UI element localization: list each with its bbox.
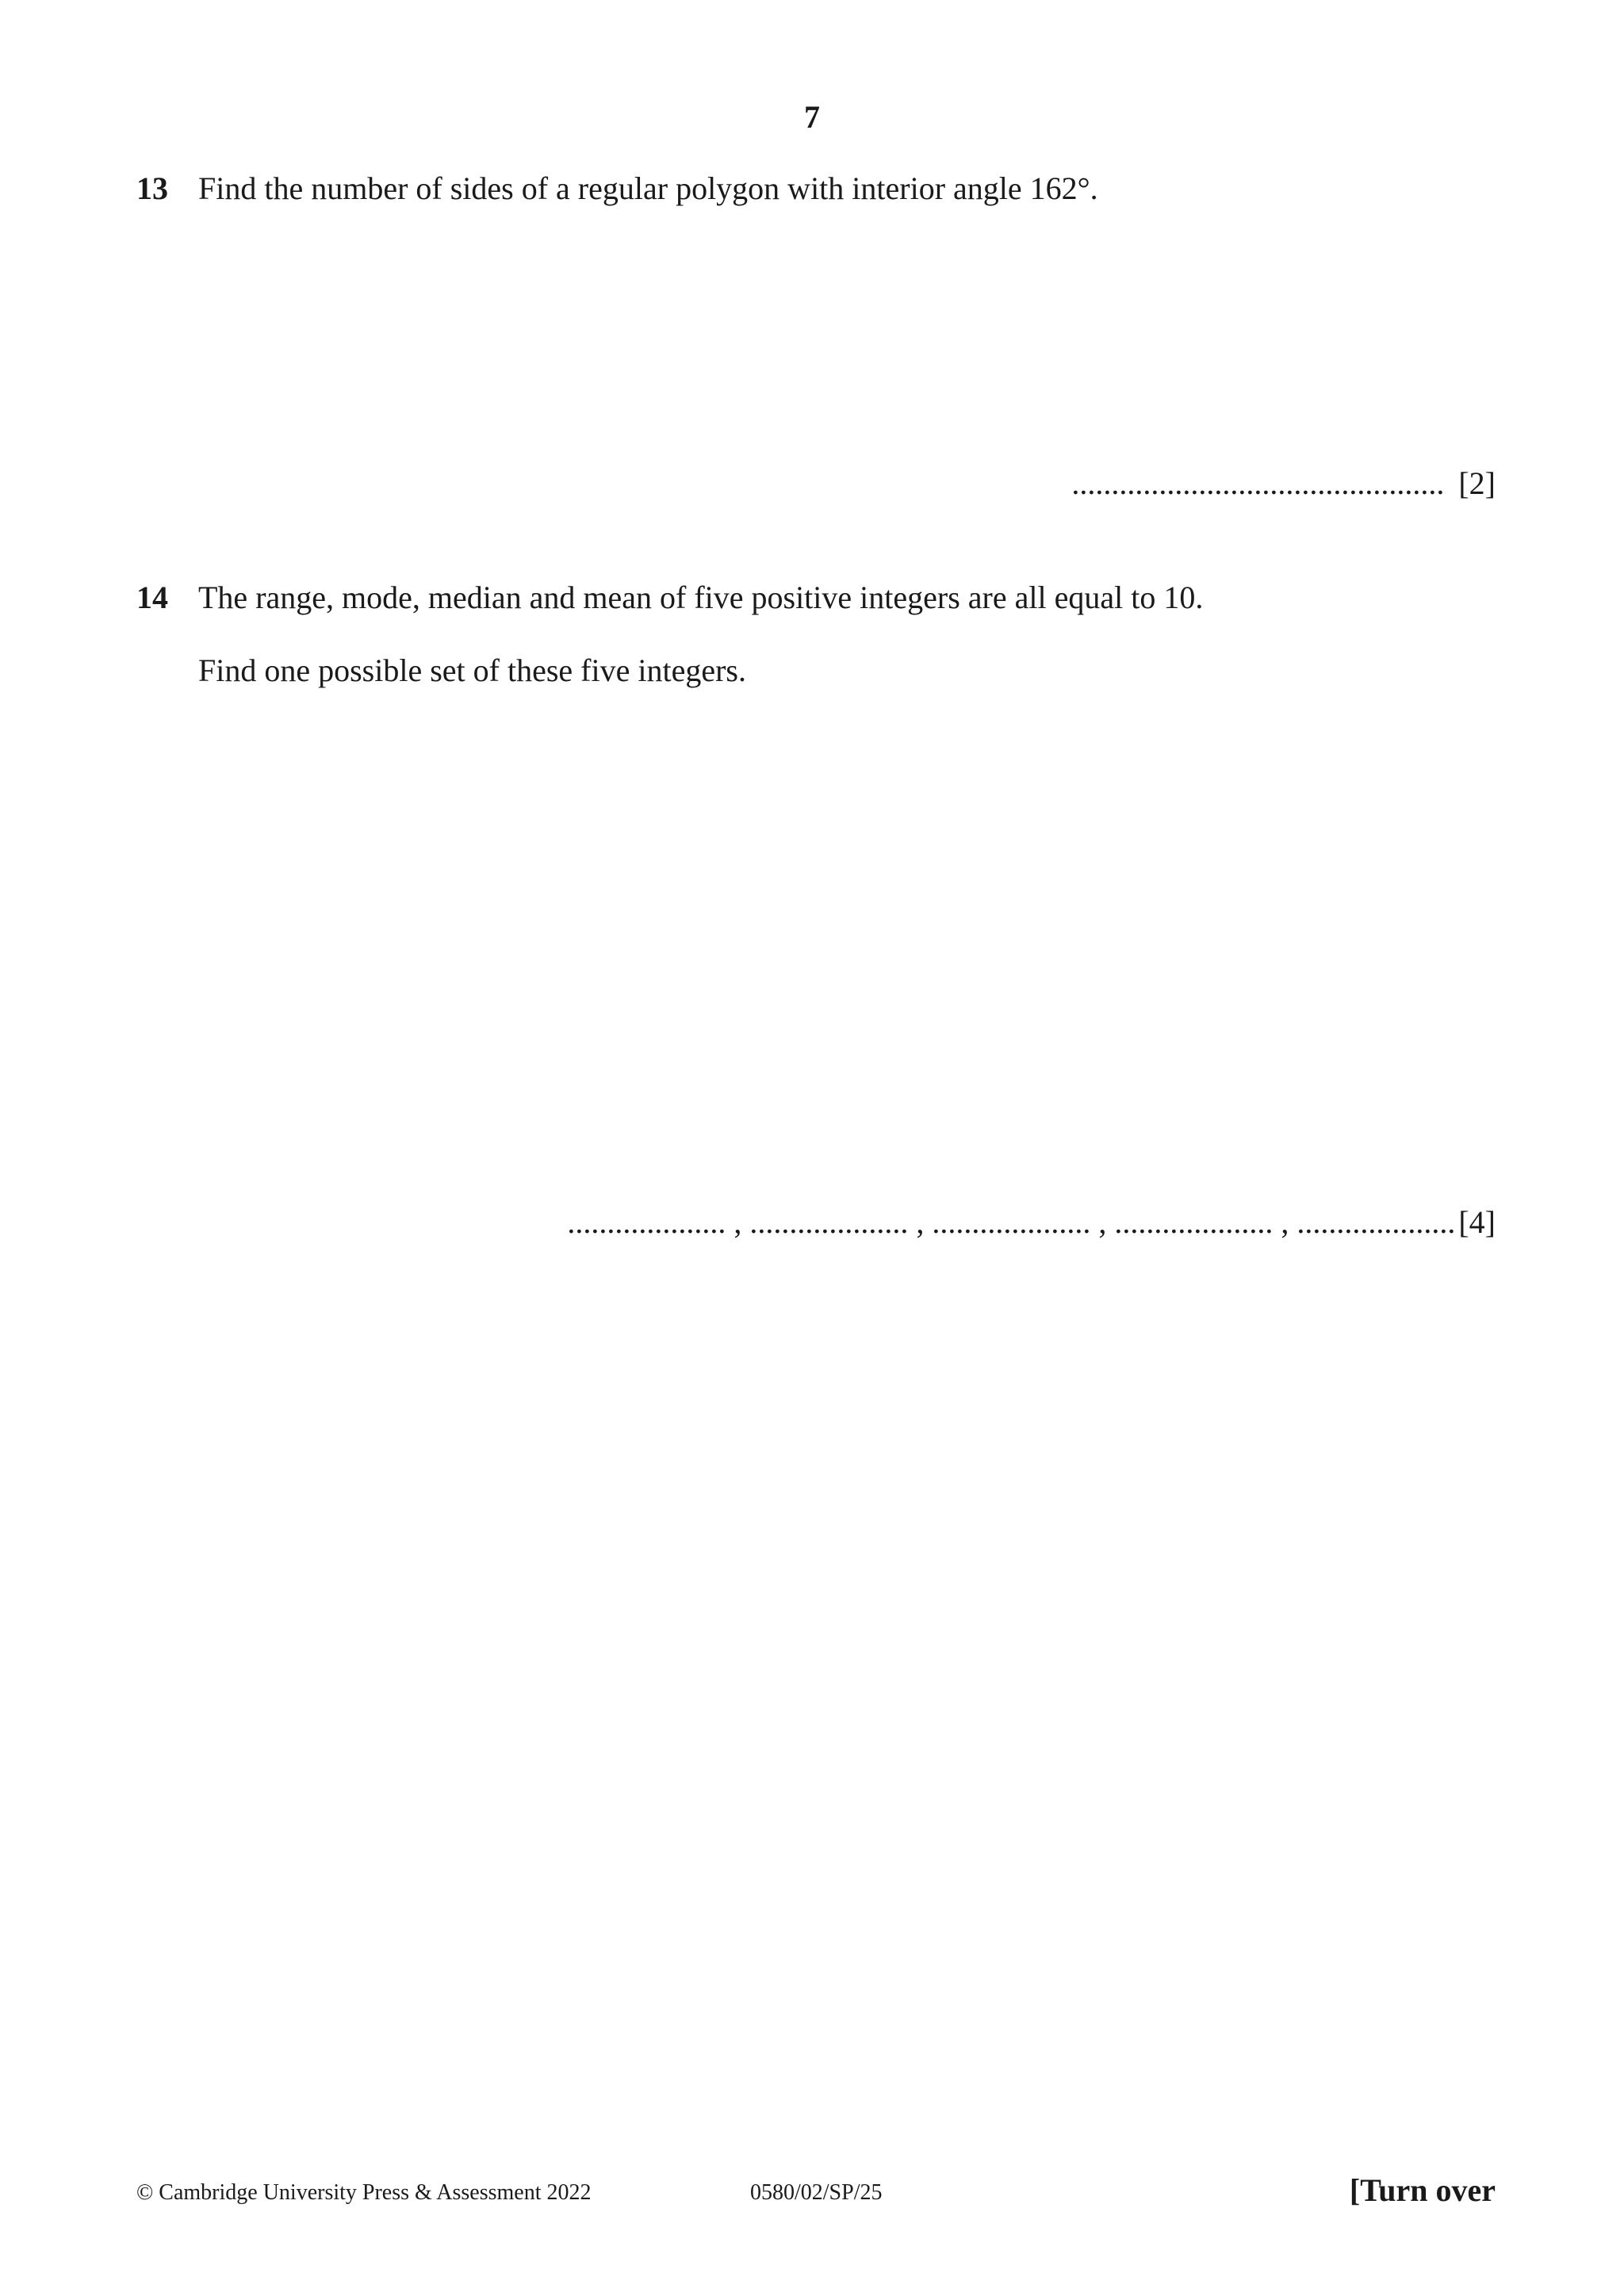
question-14-text: The range, mode, median and mean of five positive integers are all equal to 10. xyxy=(198,580,1204,615)
separator: , xyxy=(1090,1204,1115,1240)
answer-blank[interactable]: .................... xyxy=(749,1204,909,1240)
answer-blank[interactable]: .................... xyxy=(1297,1204,1456,1240)
question-13-text: Find the number of sides of a regular polygon with interior angle 162°. xyxy=(198,170,1098,206)
question-14-subtext: Find one possible set of these five integers. xyxy=(198,652,746,688)
answer-blank[interactable]: .................... xyxy=(567,1204,726,1240)
question-13-number: 13 xyxy=(136,170,168,206)
question-14-number: 14 xyxy=(136,580,168,615)
marks-label: [4] xyxy=(1458,1204,1496,1240)
footer-copyright: © Cambridge University Press & Assessment 2022 xyxy=(136,2180,592,2205)
turn-over-label: [Turn over xyxy=(1349,2172,1496,2208)
answer-dots: ............................................... xyxy=(1071,465,1445,501)
answer-blank[interactable]: .................... xyxy=(932,1204,1091,1240)
separator: , xyxy=(726,1204,750,1240)
separator: , xyxy=(1273,1204,1297,1240)
question-13-answer-line[interactable] xyxy=(1071,465,1496,503)
marks-label: [2] xyxy=(1458,465,1496,501)
answer-blank[interactable]: .................... xyxy=(1114,1204,1274,1240)
page-number: 7 xyxy=(804,99,820,135)
separator: , xyxy=(908,1204,933,1240)
question-14-answer-line xyxy=(567,1203,1496,1242)
footer-paper-code: 0580/02/SP/25 xyxy=(750,2180,883,2205)
